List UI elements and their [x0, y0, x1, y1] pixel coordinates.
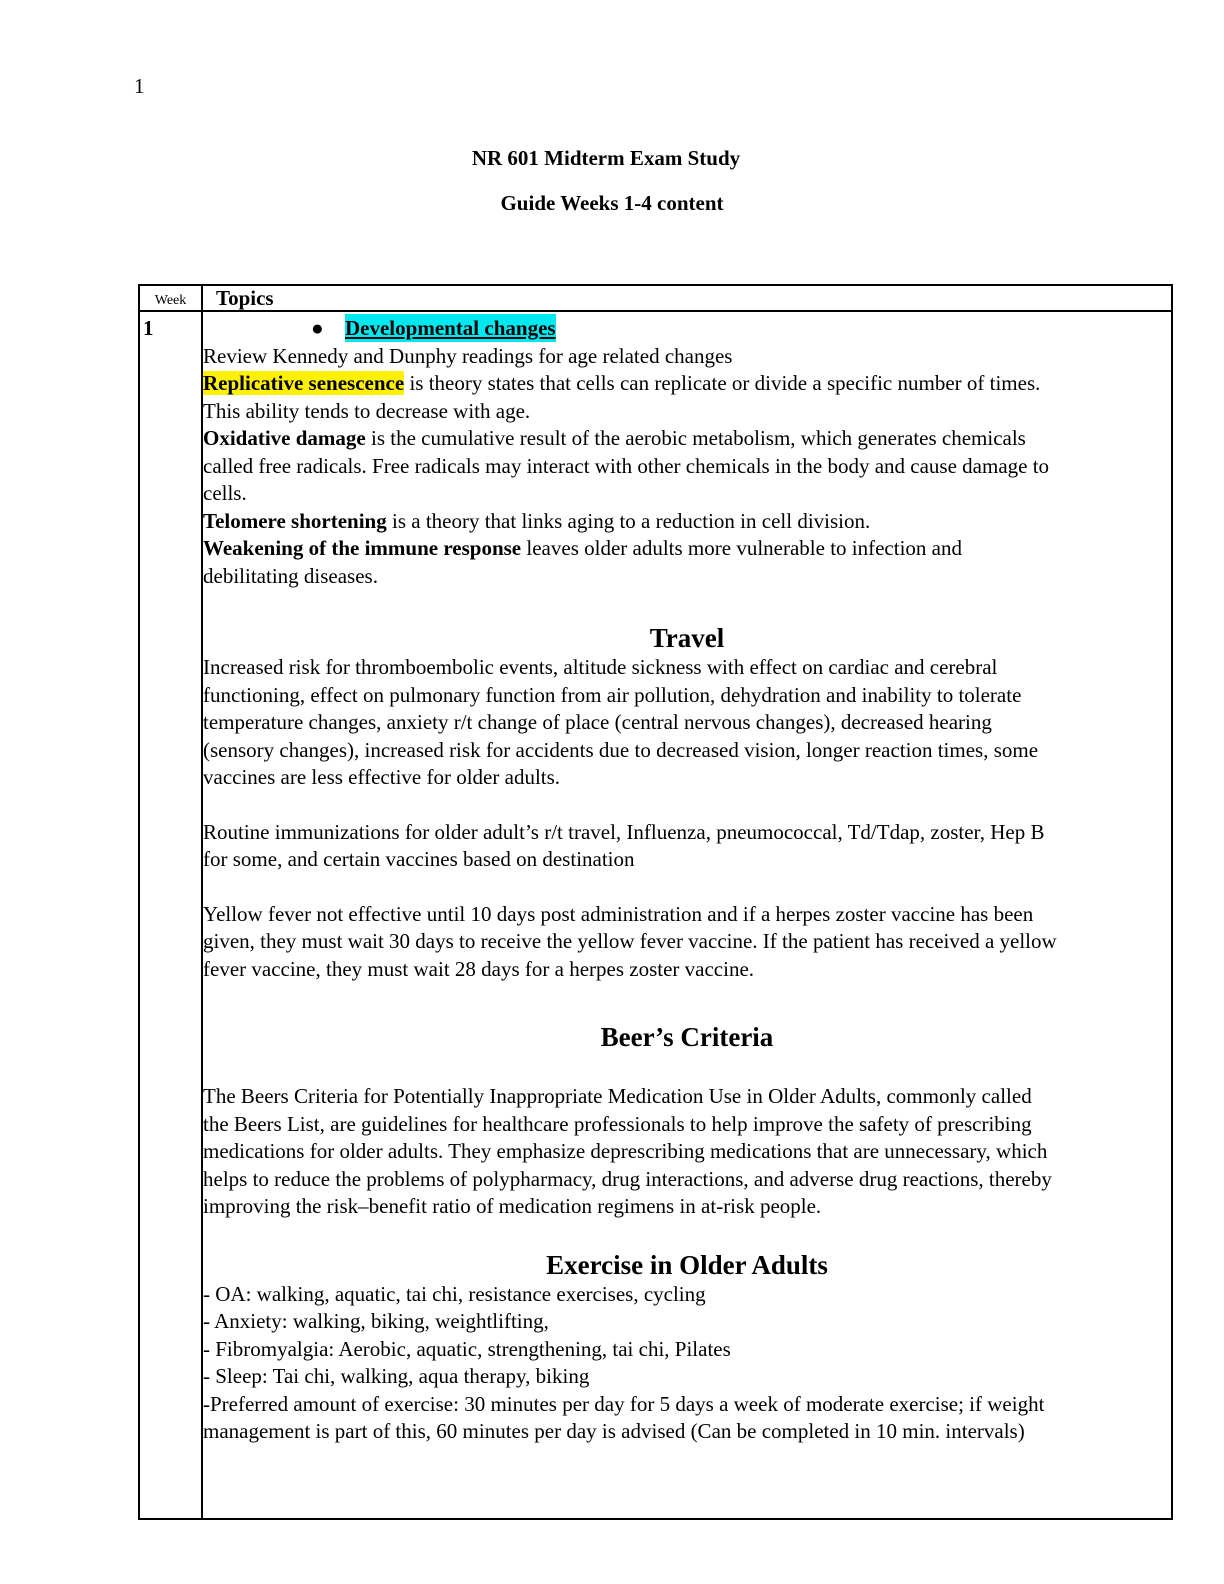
review-line: Review Kennedy and Dunphy readings for age related changes: [203, 344, 733, 368]
travel-paragraph-1: Increased risk for thromboembolic events, altitude sickness with effect on cardiac and cerebral functioning, effect on pulmonary function from air pollution, dehydration and inability to tolerate temperature changes, anxiety r/t change of place (central nervous changes), decreased hearing (sensory changes), increased risk for accidents due to decreased vision, longer reaction times, some vaccines are less effective for older adults.: [203, 655, 1039, 789]
exercise-heading: Exercise in Older Adults: [546, 1249, 828, 1280]
document-title-line-1: NR 601 Midterm Exam Study: [471, 146, 741, 170]
travel-paragraph-3: Yellow fever not effective until 10 days post administration and if a herpes zoster vaccine has been given, they must wait 30 days to receive the yellow fever vaccine. If the patient has received a yellow fever vaccine, they must wait 28 days for a herpes zoster vaccine.: [203, 901, 1057, 981]
travel-paragraph-2: Routine immunizations for older adult’s r/t travel, Influenza, pneumococcal, Td/Tdap, zoster, Hep B for some, and certain vaccines based on destination: [203, 819, 1045, 871]
list-item: - Sleep: Tai chi, walking, aqua therapy, biking: [203, 1364, 590, 1388]
beers-criteria-paragraph: The Beers Criteria for Potentially Inappropriate Medication Use in Older Adults, commonly called the Beers List, are guidelines for healthcare professionals to help improve the safety of prescribing medications for older adults. They emphasize deprescribing medications that are unnecessary, which helps to reduce the problems of polypharmacy, drug interactions, and adverse drug reactions, thereby improving the risk–benefit ratio of medication regimens in at-risk people.: [203, 1084, 1052, 1218]
theory-replicative-senescence: Replicative senescence is theory states that cells can replicate or divide a specific number of times. This ability tends to decrease with age.: [203, 371, 1041, 423]
bullet-icon: ●: [311, 316, 324, 340]
topics-cell: [203, 314, 1171, 1446]
exercise-list: [203, 1281, 1171, 1446]
theory-telomere-shortening: Telomere shortening is a theory that links aging to a reduction in cell division.: [203, 508, 871, 533]
telomere-shortening-term: Telomere shortening: [203, 508, 387, 533]
theory-immune-response: Weakening of the immune response leaves older adults more vulnerable to infection and debilitating diseases.: [203, 536, 962, 588]
oxidative-damage-term: Oxidative damage: [203, 426, 366, 450]
week-column-header: Week: [154, 293, 187, 308]
replicative-senescence-term: Replicative senescence: [203, 371, 405, 395]
study-guide-table: [138, 284, 1173, 1520]
list-item: -Preferred amount of exercise: 30 minutes per day for 5 days a week of moderate exercise; if weight: [203, 1391, 1045, 1416]
theory-oxidative-damage: Oxidative damage is the cumulative result of the aerobic metabolism, which generates chemicals called free radicals. Free radicals may interact with other chemicals in the body and cause damage to cells.: [203, 426, 1050, 505]
immune-response-term: Weakening of the immune response: [203, 536, 522, 560]
page-number: 1: [134, 74, 145, 98]
week-number: 1: [143, 316, 154, 340]
beers-criteria-heading: Beer’s Criteria: [600, 1022, 774, 1052]
topics-column-header: Topics: [216, 286, 274, 310]
list-item: - OA: walking, aquatic, tai chi, resistance exercises, cycling: [203, 1281, 706, 1306]
table-header-row: [140, 286, 1171, 312]
bullet-item: [203, 314, 1171, 342]
list-item: - Fibromyalgia: Aerobic, aquatic, strengthening, tai chi, Pilates: [203, 1336, 731, 1361]
travel-heading: Travel: [649, 623, 725, 653]
bullet-developmental-changes: Developmental changes: [345, 316, 556, 340]
list-item: management is part of this, 60 minutes per day is advised (Can be completed in 10 min. intervals): [203, 1419, 1025, 1443]
document-title-line-2: Guide Weeks 1-4 content: [500, 191, 724, 215]
list-item: - Anxiety: walking, biking, weightlifting,: [203, 1309, 549, 1333]
